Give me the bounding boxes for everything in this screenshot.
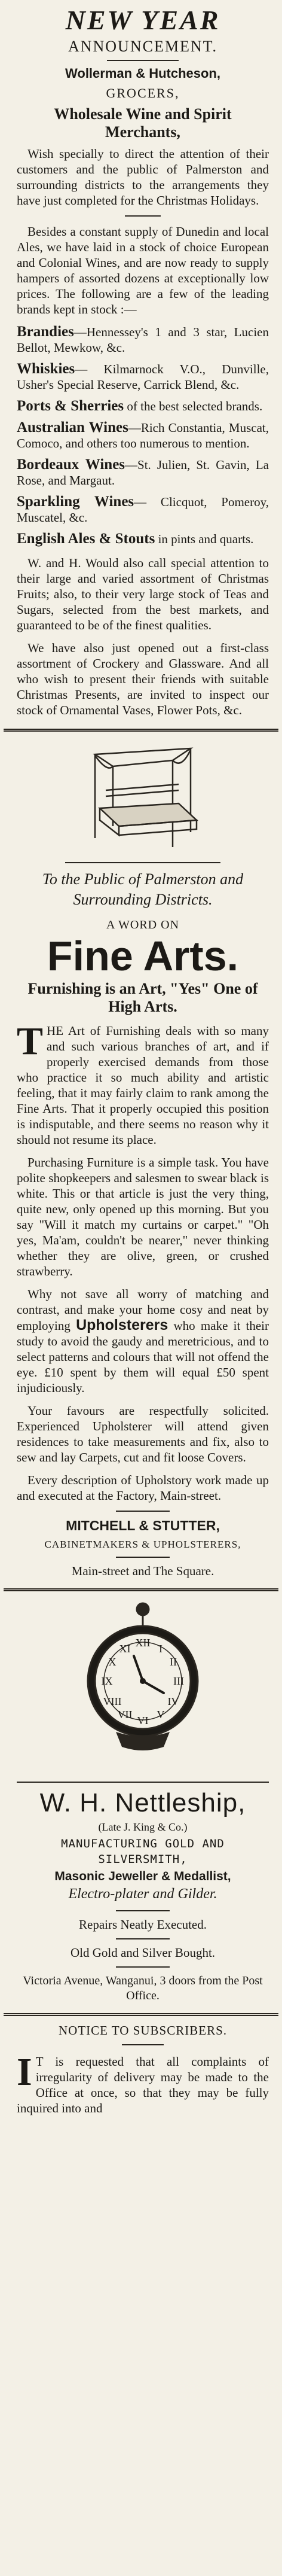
ad-heading: To the Public of Palmerston and	[42, 870, 244, 888]
late-line: (Late J. King & Co.)	[98, 1821, 188, 1833]
firm-name: MITCHELL & STUTTER,	[66, 1518, 220, 1533]
divider	[116, 1966, 170, 1968]
svg-text:VI: VI	[137, 1715, 149, 1727]
paragraph-text: who make it their study to avoid the gaudy and meretricious, and to select patterns and colours that will not offend the eye. £10 spent by them will equal £50 spent injudiciously.	[17, 1319, 269, 1395]
trade-line-2: Masonic Jeweller & Medallist,	[54, 1869, 231, 1883]
drop-cap: T	[17, 1019, 44, 1063]
ad-subtitle: ANNOUNCEMENT.	[68, 38, 218, 55]
trade-line-3: Electro-plater and Gilder.	[68, 1886, 217, 1902]
svg-text:IX: IX	[101, 1675, 113, 1687]
fruits-paragraph: W. and H. Would also call special attention to their large and varied assortment of Christmas Fruits; also, to their very large stock of Teas and Sugars, selected from the best markets, and guaranteed to be of the finest qualities.	[17, 556, 269, 632]
trade-line-2: Wholesale Wine and Spirit Merchants,	[54, 105, 232, 141]
svg-text:I: I	[159, 1643, 163, 1655]
divider	[122, 2044, 164, 2045]
section-divider	[4, 1588, 278, 1591]
svg-text:XII: XII	[135, 1637, 151, 1649]
divider	[116, 1557, 170, 1558]
a-word-on: A WORD ON	[106, 918, 179, 931]
item-name: Ports & Sherries	[17, 398, 124, 414]
paragraph-1	[17, 1019, 269, 1147]
ad-heading-2: Surrounding Districts.	[73, 891, 213, 908]
ad-new-year	[0, 4, 282, 718]
item-name: Sparkling Wines	[17, 494, 134, 510]
list-item	[17, 494, 269, 525]
drop-cap: I	[17, 2050, 32, 2094]
divider	[116, 1910, 170, 1911]
item-desc: —St. Julien, St. Gavin, La Rose, and Margaut.	[17, 458, 269, 488]
upholsterers-emphasis: Upholsterers	[76, 1317, 168, 1333]
gold-line: Old Gold and Silver Bought.	[70, 1945, 216, 1960]
list-item	[17, 531, 269, 547]
svg-text:III: III	[173, 1675, 184, 1687]
paragraph-text: Why not save all worry of matching and contrast, and make your home cosy and neat by employing	[17, 1287, 269, 1333]
address-line: Main-street and The Square.	[71, 1564, 214, 1578]
firm-name: Wollerman & Hutcheson,	[65, 66, 220, 81]
item-desc: in pints and quarts.	[158, 532, 254, 546]
fine-arts-title: Fine Arts.	[47, 933, 239, 979]
firm-name: W. H. Nettleship,	[39, 1788, 246, 1817]
divider	[107, 60, 179, 61]
svg-text:IV: IV	[167, 1695, 179, 1707]
crockery-paragraph: We have also just opened out a first-class assortment of Crockery and Glassware. And all who wish to present their friends with suitable Christmas Presents, are invited to inspect our stock of Ornamental Vases, Flower Pots, &c.	[17, 641, 269, 717]
ad-nettleship	[0, 1597, 282, 2003]
list-item	[17, 324, 269, 355]
section-divider	[4, 2013, 278, 2016]
paragraph-text: T is requested that all complaints of irregularity of delivery may be made to the Office at once, so that they may be fully inquired into and	[17, 2054, 269, 2115]
list-item	[17, 457, 269, 488]
svg-text:II: II	[170, 1656, 177, 1668]
paragraph-4: Your favours are respectfully solicited. Experienced Upholsterer will attend given residences to take measurements and fix, also to sew and lay Carpets, cut and fit loose Covers.	[17, 1403, 269, 1464]
item-name: Australian Wines	[17, 419, 128, 436]
list-item	[17, 420, 269, 451]
divider	[116, 1511, 170, 1512]
repairs-line: Repairs Neatly Executed.	[79, 1917, 207, 1932]
item-desc: — Kilmarnock V.O., Dunville, Usher's Special Reserve, Carrick Blend, &c.	[17, 362, 269, 392]
svg-text:VII: VII	[117, 1709, 133, 1721]
paragraph-5: Every description of Upholstory work made up and executed at the Factory, Main-street.	[17, 1473, 269, 1503]
item-name: Brandies	[17, 324, 74, 340]
svg-text:V: V	[157, 1709, 165, 1721]
divider	[125, 215, 161, 217]
paragraph-3	[17, 1286, 269, 1396]
divider	[17, 1782, 269, 1783]
trade-line: CABINETMAKERS & UPHOLSTERERS,	[44, 1539, 241, 1550]
svg-text:XI: XI	[119, 1643, 131, 1655]
bed-illustration	[71, 736, 214, 856]
stock-paragraph: Besides a constant supply of Dunedin and local Ales, we have laid in a stock of choice European and Colonial Wines, and are now ready to supply hampers of assorted dozens at exceptionally low prices. The following are a few of the leading brands kept in stock :—	[17, 224, 269, 316]
item-name: Whiskies	[17, 361, 75, 377]
svg-text:VIII: VIII	[103, 1695, 122, 1707]
item-desc: — Clicquot, Pomeroy, Muscatel, &c.	[17, 495, 269, 525]
item-desc: —Rich Constantia, Muscat, Comoco, and others too numerous to mention.	[17, 421, 269, 450]
item-desc: —Hennessey's 1 and 3 star, Lucien Bellot, Mewkow, &c.	[17, 325, 269, 355]
svg-text:X: X	[108, 1656, 117, 1668]
ad-title: NEW YEAR	[65, 5, 220, 35]
notice-heading: NOTICE TO SUBSCRIBERS.	[58, 2023, 228, 2038]
trade-line: MANUFACTURING GOLD AND SILVERSMITH,	[61, 1837, 225, 1866]
paragraph-2: Purchasing Furniture is a simple task. You have polite shopkeepers and salesmen to swear black is white. This or that article is just the very thing, quite new, only opened up this morning. But you say "Will it match my curtains or carpet." "Oh yes, Ma'am, couldn't be nearer," never thinking whether they are olive, green, or crushed strawberry.	[17, 1155, 269, 1278]
intro-paragraph: Wish specially to direct the attention of their customers and the public of Palmerston and surrounding districts to the arrangements they have just completed for the Christmas Holidays.	[17, 147, 269, 208]
list-item	[17, 361, 269, 392]
address-line: Victoria Avenue, Wanganui, 3 doors from the Post Office.	[23, 1974, 263, 2002]
trade-line: GROCERS,	[106, 86, 180, 101]
ad-fine-arts	[0, 736, 282, 1579]
divider	[65, 862, 220, 863]
notice-paragraph	[17, 2050, 269, 2116]
item-desc: of the best selected brands.	[127, 399, 263, 413]
paragraph-text: HE Art of Furnishing deals with so many and such various branches of art, and if properly exercised demands from those who practice it so much ability and artistic feeling, that it may fairly claim to rank among the Fine Arts. That it properly occupied this position is indisputable, and there seems no reason why it should not resume its place.	[17, 1024, 269, 1147]
ad-notice	[0, 2023, 282, 2116]
divider	[116, 1938, 170, 1939]
section-divider	[4, 729, 278, 732]
list-item	[17, 398, 269, 414]
item-name: English Ales & Stouts	[17, 531, 155, 547]
furnishing-heading: Furnishing is an Art, "Yes" One of High Arts.	[27, 980, 258, 1015]
clock-illustration	[74, 1597, 212, 1777]
item-name: Bordeaux Wines	[17, 456, 125, 473]
